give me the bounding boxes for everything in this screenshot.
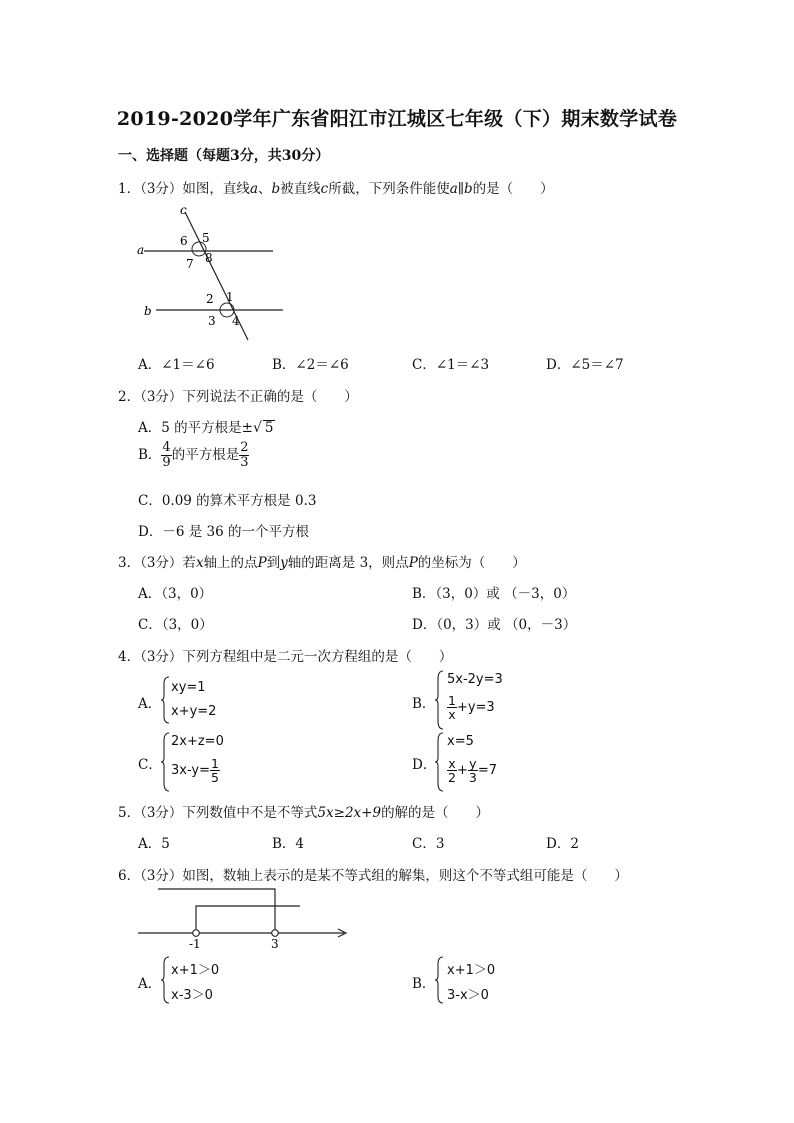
q4-a-brace [161,676,171,724]
tick-label-neg1: -1 [189,937,201,951]
question-3-stem: 3．（3分）若x轴上的点P到y轴的距离是 3，则点P的坐标为（ ） [118,555,526,571]
q4-option-d-label[interactable]: D． [412,757,437,773]
q6-a-eq1: x+1＞0 [171,963,220,978]
q4-b-brace [435,670,445,730]
angle-1: 1 [226,290,234,304]
q3-option-c[interactable]: C．（3，0） [138,617,213,633]
q6-a-eq2: x-3＞0 [171,988,213,1003]
q3-option-b[interactable]: B．（3，0）或 （－3，0） [412,586,576,602]
number-line-figure [130,882,355,952]
angle-8: 8 [205,251,213,265]
q5-option-c[interactable]: C．3 [412,836,445,852]
section-heading-choice: 一、选择题（每题3分，共30分） [118,148,330,164]
q4-c-brace [161,732,171,792]
angle-3: 3 [208,314,216,328]
q6-a-brace [161,956,171,1004]
q4-d-eq2: $\frac{x}{2}$ + $\frac{y}{3}$ =7 [448,756,497,785]
q6-b-eq2: 3-x＞0 [447,988,489,1003]
label-c: c [180,203,187,217]
q5-option-b[interactable]: B．4 [272,836,305,852]
q1-option-b[interactable]: B．∠2＝∠6 [272,357,349,373]
q4-c-eq1: 2x+z=0 [171,734,224,749]
q4-a-eq1: xy=1 [171,680,206,695]
q5-option-a[interactable]: A．5 [138,836,170,852]
tick-label-3: 3 [271,937,279,951]
solution-ray-x-gt-neg1 [196,906,300,929]
paper-title: 2019-2020学年广东省阳江市江城区七年级（下）期末数学试卷 [116,108,678,130]
q4-d-eq1: x=5 [447,734,474,749]
question-1-figure [130,200,300,345]
q6-b-eq1: x+1＞0 [447,963,496,978]
angle-7: 7 [186,257,194,271]
open-point-neg1 [193,930,200,937]
q6-option-a-label[interactable]: A． [138,976,162,992]
solution-ray-x-lt-3 [158,889,275,929]
q1-option-d[interactable]: D．∠5＝∠7 [546,357,624,373]
q6-b-brace [435,956,445,1004]
label-a: a [137,243,145,257]
q4-d-brace [435,732,445,792]
q5-option-d[interactable]: D．2 [546,836,579,852]
q4-a-eq2: x+y=2 [171,704,217,719]
q2-option-b[interactable]: B． $\frac{4}{9}$ 的平方根是 $\frac{2}{3}$ [138,440,249,470]
q4-b-eq2: $\frac{1}{x}$ +y=3 [448,693,495,722]
q4-option-c-label[interactable]: C． [138,757,162,773]
angle-6: 6 [180,234,188,248]
label-b: b [144,304,152,318]
q2-option-a[interactable]: A．5 的平方根是±√ 5 [138,420,274,436]
angle-4: 4 [232,314,240,328]
question-6-stem: 6．（3分）如图，数轴上表示的是某不等式组的解集，则这个不等式组可能是（ ） [118,868,628,884]
q1-option-a[interactable]: A．∠1＝∠6 [138,357,215,373]
question-5-stem: 5．（3分）下列数值中不是不等式5x≥2x+9的解的是（ ） [118,805,490,821]
question-2-stem: 2．（3分）下列说法不正确的是（ ） [118,389,358,405]
q2-option-c[interactable]: C．0.09 的算术平方根是 0.3 [138,493,317,509]
angle-2: 2 [206,292,214,306]
q1-option-c[interactable]: C．∠1＝∠3 [412,357,490,373]
q3-option-a[interactable]: A．（3，0） [138,586,213,602]
question-4-stem: 4．（3分）下列方程组中是二元一次方程组的是（ ） [118,649,453,665]
q6-option-b-label[interactable]: B． [412,976,436,992]
q2-option-d[interactable]: D．－6 是 36 的一个平方根 [138,524,309,540]
q4-b-eq1: 5x-2y=3 [447,672,503,687]
q3-option-d[interactable]: D．（0，3）或 （0，－3） [412,617,577,633]
question-1-stem: 1．（3分）如图，直线a、b被直线c所截，下列条件能使a∥b的是（ ） [118,181,554,197]
q4-option-a-label[interactable]: A． [138,696,162,712]
angle-5: 5 [202,231,210,245]
q4-c-eq2: 3x-y= $\frac{1}{5}$ [171,756,219,785]
open-point-3 [272,930,279,937]
q4-option-b-label[interactable]: B． [412,696,436,712]
